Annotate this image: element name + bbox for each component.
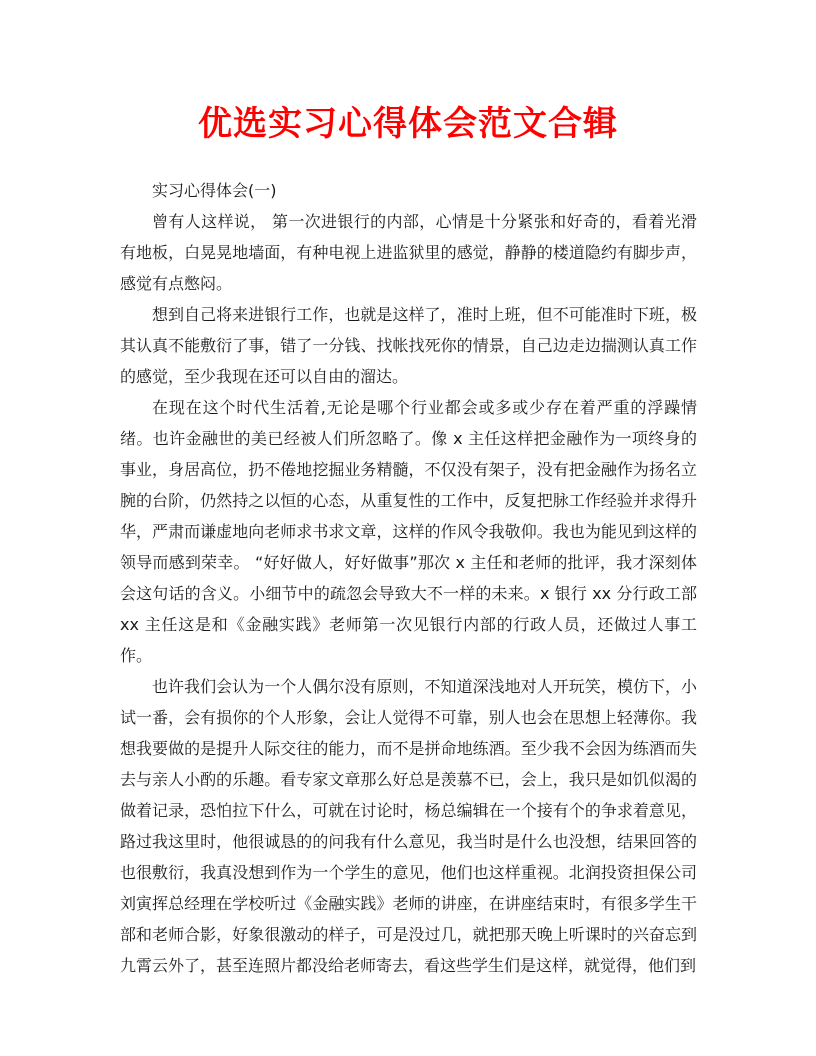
paragraph: 曾有人这样说， 第一次进银行的内部，心情是十分紧张和好奇的，看着光滑有地板，白晃晃地墙面，有种电视上进监狱里的感觉，静静的楼道隐约有脚步声，感觉有点憋闷。 bbox=[120, 212, 697, 293]
paragraph: 在现在这个时代生活着,无论是哪个行业都会或多或少存在着严重的浮躁情绪。也许金融世的美已经被人们所忽略了。像 x 主任这样把金融作为一项终身的事业，身居高位，扔不倦地挖掘业务精髓，不仅没有架子，没有把金融作为扬名立腕的台阶，仍然持之以恒的心态，从重复性的工作中，反复把脉工作经验并求得升华，严肃而谦虚地向老师求书求文章，这样的作风令我敬仰。我也为能见到这样的领导而感到荣幸。 “好好做人，好好做事”那次 x 主任和老师的批评，我才深刻体会这句话的含义。小细节中的疏忽会导致大不一样的未来。x 银行 xx 分行政工部 xx 主任这是和《金融实践》老师第一次见银行内部的行政人员，还做过人事工作。 bbox=[120, 398, 697, 665]
paragraph: 想到自己将来进银行工作，也就是这样了，准时上班，但不可能准时下班，极其认真不能敷衍了事，错了一分钱、找帐找死你的情景，自己边走边揣测认真工作的感觉，至少我现在还可以自由的溜达。 bbox=[120, 305, 697, 386]
document-body bbox=[120, 175, 697, 981]
paragraph: 也许我们会认为一个人偶尔没有原则，不知道深浅地对人开玩笑，模仿下，小试一番，会有损你的个人形象，会让人觉得不可靠，别人也会在思想上轻薄你。我想我要做的是提升人际交往的能力，而不是拼命地练酒。至少我不会因为练酒而失去与亲人小酌的乐趣。看专家文章那么好总是羡慕不已，会上，我只是如饥似渴的做着记录，恐怕拉下什么，可就在讨论时，杨总编辑在一个接有个的争求着意见，路过我这里时，他很诚恳的的问我有什么意见，我当时是什么也没想，结果回答的也很敷衍，我真没想到作为一个学生的意见，他们也这样重视。北润投资担保公司刘寅挥总经理在学校听过《金融实践》老师的讲座，在讲座结束时，有很多学生干部和老师合影，好象很激动的样子，可是没过几，就把那天晚上听课时的兴奋忘到九霄云外了，甚至连照片都没给老师寄去，看这些学生们是这样，就觉得，他们到 bbox=[120, 677, 697, 975]
document-title: 优选实习心得体会范文合辑 bbox=[198, 104, 618, 144]
section-heading: 实习心得体会(一) bbox=[152, 181, 277, 200]
